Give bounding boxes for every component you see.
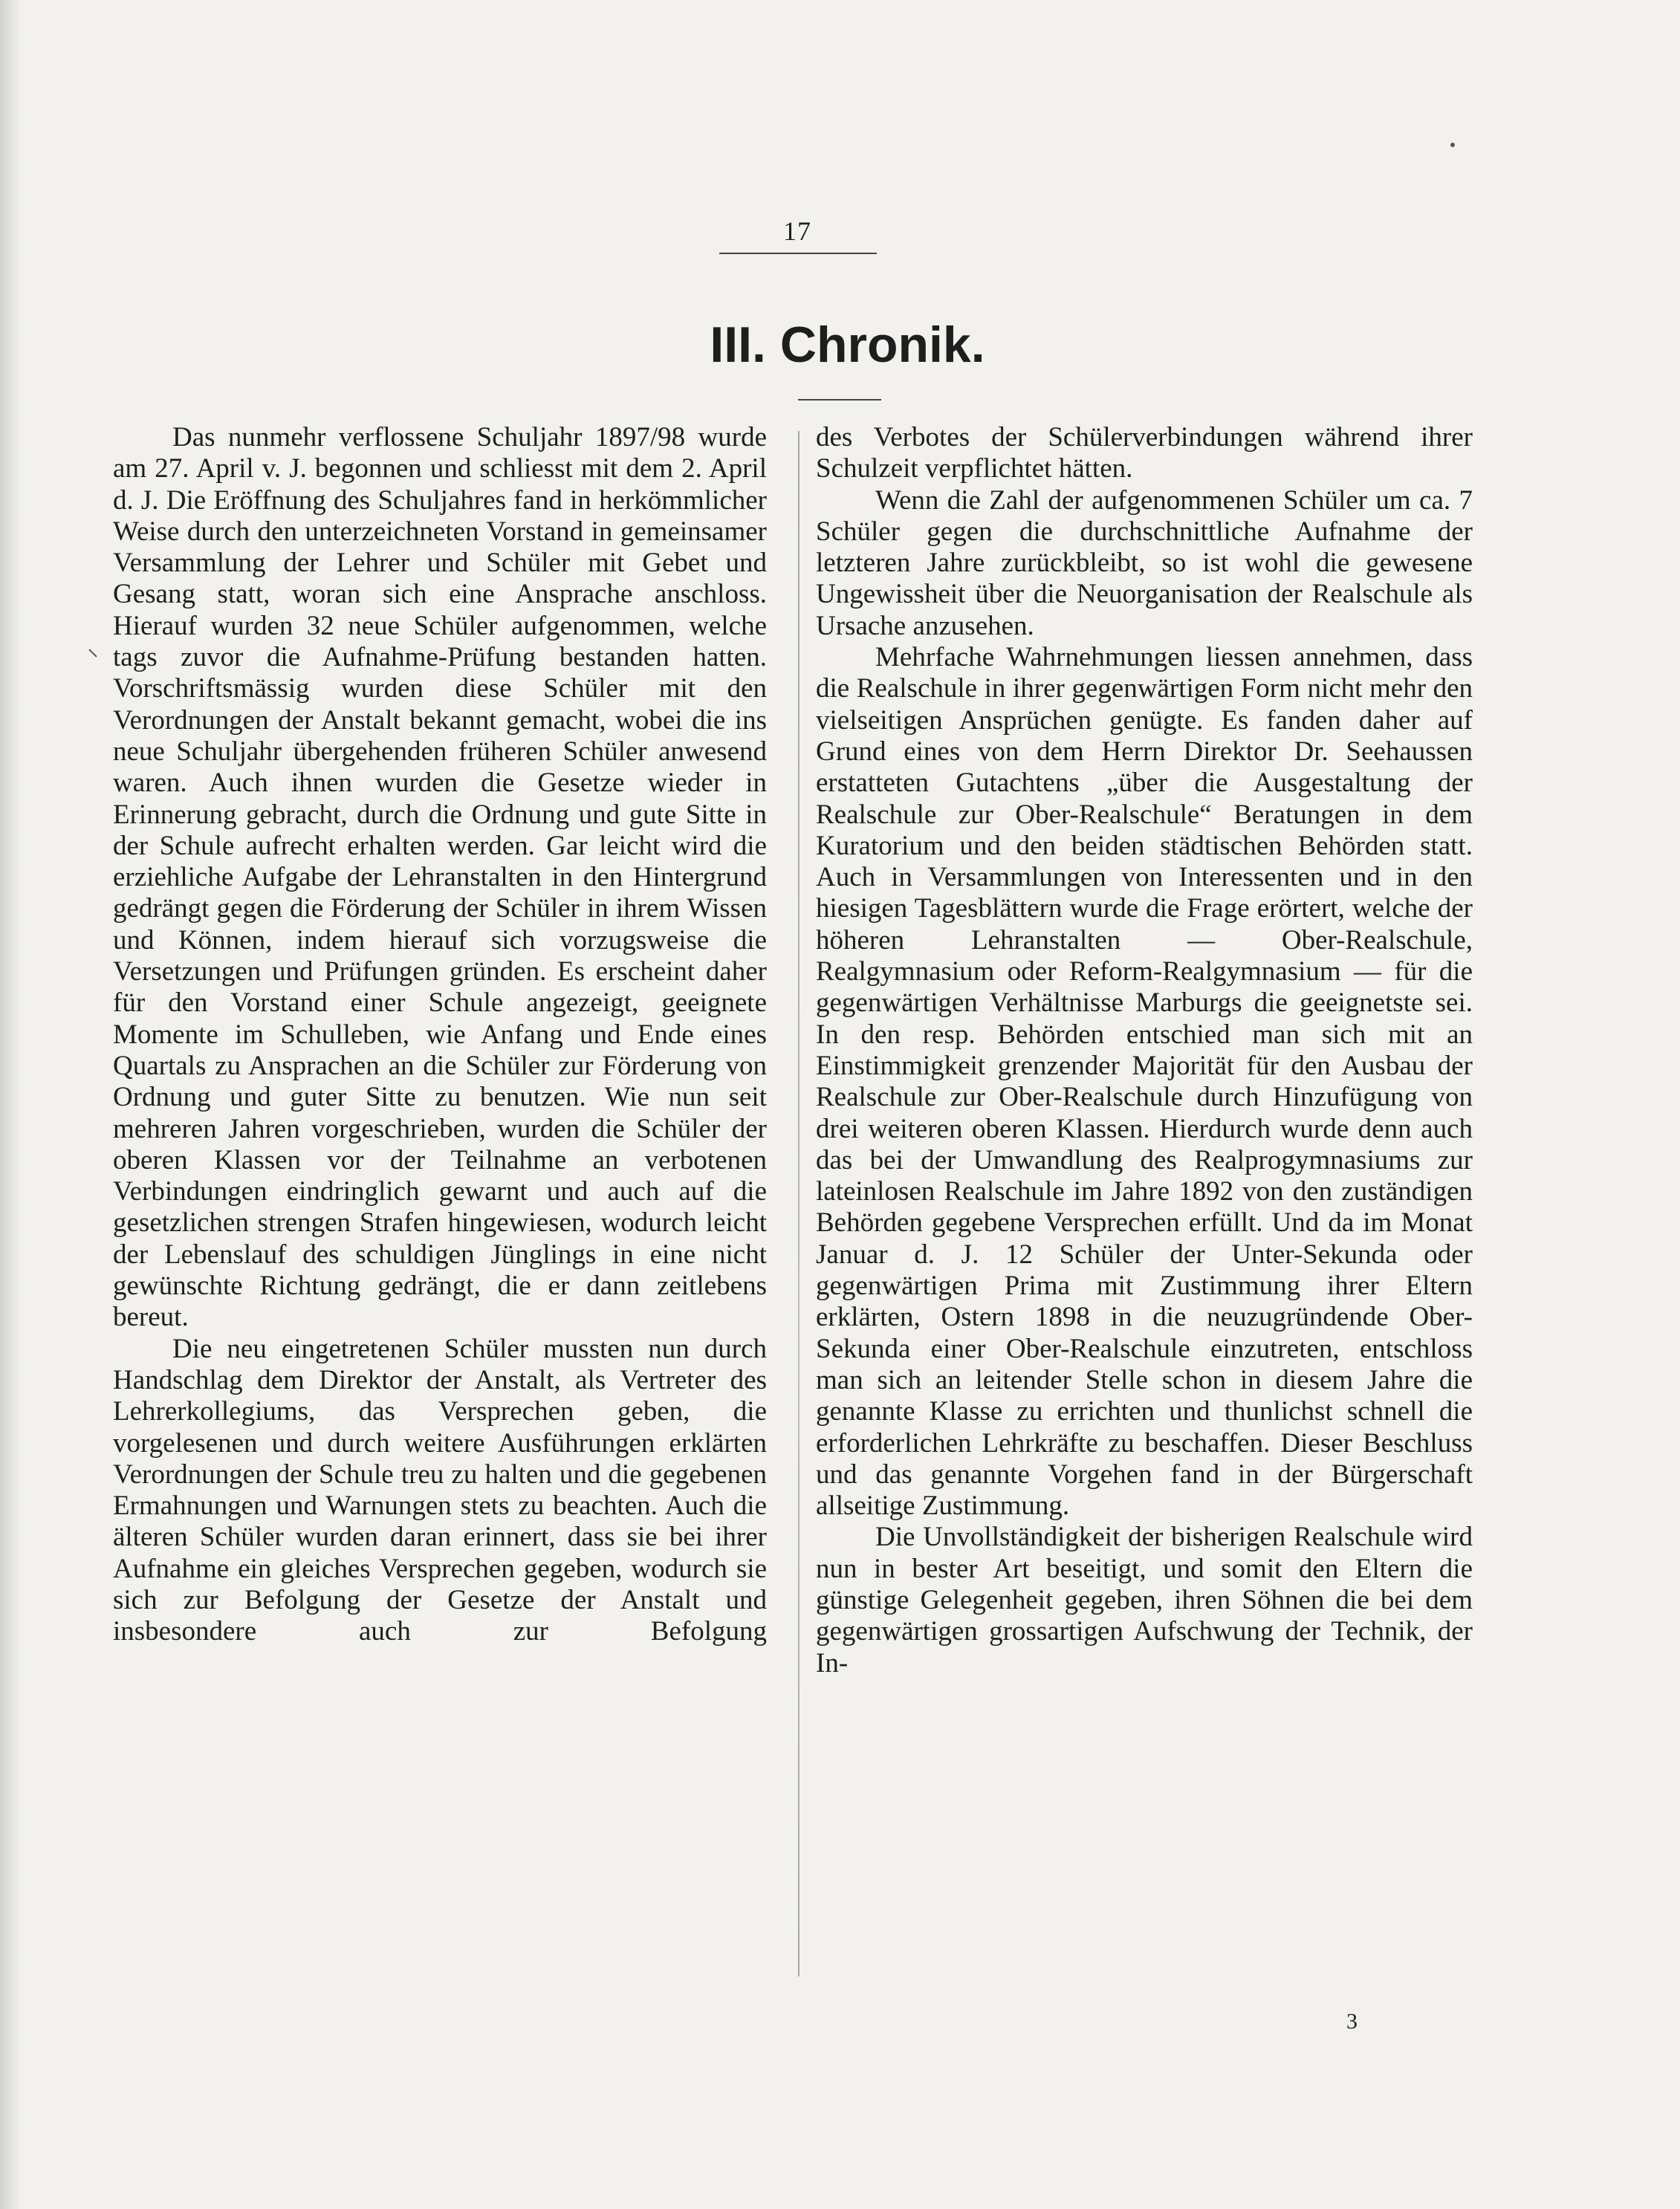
header-rule bbox=[719, 253, 877, 254]
column-divider bbox=[798, 431, 800, 1976]
ink-speck bbox=[1450, 143, 1455, 147]
title-rule bbox=[798, 399, 881, 400]
signature-mark: 3 bbox=[1346, 2009, 1358, 2034]
paragraph: Das nunmehr verflossene Schuljahr 1897/98 wurde am 27. April v. J. begonnen und schliesst mit dem 2. April d. J. Die Eröffnung des Schuljahres fand in herkömmlicher Weise durch den unterzeichneten Vorstand in gemeinsamer Versammlung der Lehrer und Schüler mit Gebet und Gesang statt, woran sich eine Ansprache anschloss. Hierauf wurden 32 neue Schüler aufgenommen, welche tags zuvor die Aufnahme-Prüfung bestanden hatten. Vorschriftsmässig wurden diese Schüler mit den Verordnungen der Anstalt bekannt gemacht, wobei die ins neue Schuljahr übergehenden früheren Schüler anwesend waren. Auch ihnen wurden die Gesetze wieder in Erinnerung gebracht, durch die Ordnung und gute Sitte in der Schule aufrecht erhalten werden. Gar leicht wird die erziehliche Aufgabe der Lehranstalten in den Hintergrund gedrängt gegen die Förderung der Schüler in ihrem Wissen und Können, indem hierauf sich vorzugsweise die Versetzungen und Prüfungen gründen. Es erscheint daher für den Vorstand einer Schule angezeigt, geeignete Momente im Schulleben, wie Anfang und Ende eines Quartals zu Ansprachen an die Schüler zur Förderung von Ordnung und guter Sitte zu benutzen. Wie nun seit mehreren Jahren vorgeschrieben, wurden die Schüler der oberen Klassen vor der Teilnahme an verbotenen Verbindungen eindringlich gewarnt und auch auf die gesetzlichen strengen Strafen hingewiesen, wodurch leicht der Lebenslauf des schuldigen Jünglings in eine nicht gewünschte Richtung gedrängt, die er dann zeitlebens bereut. bbox=[113, 422, 767, 1333]
paragraph: Die neu eingetretenen Schüler mussten nun durch Handschlag dem Direktor der Anstalt, als Vertreter des Lehrerkollegiums, das Versprechen geben, die vorgelesenen und durch weitere Ausführungen erklärten Verordnungen der Schule treu zu halten und die gegebenen Ermahnungen und Warnungen stets zu beachten. Auch die älteren Schüler wurden daran erinnert, dass sie bei ihrer Aufnahme ein gleiches Versprechen gegeben, wodurch sie sich zur Befolgung der Gesetze der Anstalt und insbesondere auch zur Befolgung bbox=[113, 1333, 767, 1647]
margin-mark bbox=[88, 649, 97, 657]
page-number: 17 bbox=[783, 216, 811, 246]
paragraph: Wenn die Zahl der aufgenommenen Schüler um ca. 7 Schüler gegen die durchschnittliche Aufnahme der letzteren Jahre zurückbleibt, so ist wohl die gewesene Ungewissheit über die Neuorganisation der Realschule als Ursache anzusehen. bbox=[816, 484, 1473, 641]
left-column bbox=[113, 422, 767, 1648]
paragraph-continuation: des Verbotes der Schülerverbindungen während ihrer Schulzeit verpflichtet hätten. bbox=[816, 422, 1473, 484]
paragraph: Mehrfache Wahrnehmungen liessen annehmen, dass die Realschule in ihrer gegenwärtigen Form nicht mehr den vielseitigen Ansprüchen genügte. Es fanden daher auf Grund eines von dem Herrn Direktor Dr. Seehaussen erstatteten Gutachtens „über die Ausgestaltung der Realschule zur Ober-Realschule“ Beratungen in dem Kuratorium und den beiden städtischen Behörden statt. Auch in Versammlungen von Interessenten und in den hiesigen Tagesblättern wurde die Frage erörtert, welche der höheren Lehranstalten — Ober-Realschule, Realgymnasium oder Reform-Realgymnasium — für die gegenwärtigen Verhältnisse Marburgs die geeignetste sei. In den resp. Behörden entschied man sich mit an Einstimmigkeit grenzender Majorität für den Ausbau der Realschule zur Ober-Realschule durch Hinzufügung von drei weiteren oberen Klassen. Hierdurch wurde denn auch das bei der Umwandlung des Realprogymnasiums zur lateinlosen Realschule im Jahre 1892 von den zuständigen Behörden gegebene Versprechen erfüllt. Und da im Monat Januar d. J. 12 Schüler der Unter-Sekunda oder gegenwärtigen Prima mit Zustimmung ihrer Eltern erklärten, Ostern 1898 in die neuzugründende Ober-Sekunda einer Ober-Realschule einzutreten, entschloss man sich an leitender Stelle schon in diesem Jahre die genannte Klasse zu errichten und thunlichst schnell die erforderlichen Lehrkräfte zu beschaffen. Dieser Beschluss und das genannte Vorgehen fand in der Bürgerschaft allseitige Zustimmung. bbox=[816, 642, 1473, 1522]
chapter-title: III. Chronik. bbox=[710, 317, 985, 373]
paragraph: Die Unvollständigkeit der bisherigen Realschule wird nun in bester Art beseitigt, und somit den Eltern die günstige Gelegenheit gegeben, ihren Söhnen die bei dem gegenwärtigen grossartigen Aufschwung der Technik, der In- bbox=[816, 1522, 1473, 1678]
right-column bbox=[816, 422, 1473, 1679]
